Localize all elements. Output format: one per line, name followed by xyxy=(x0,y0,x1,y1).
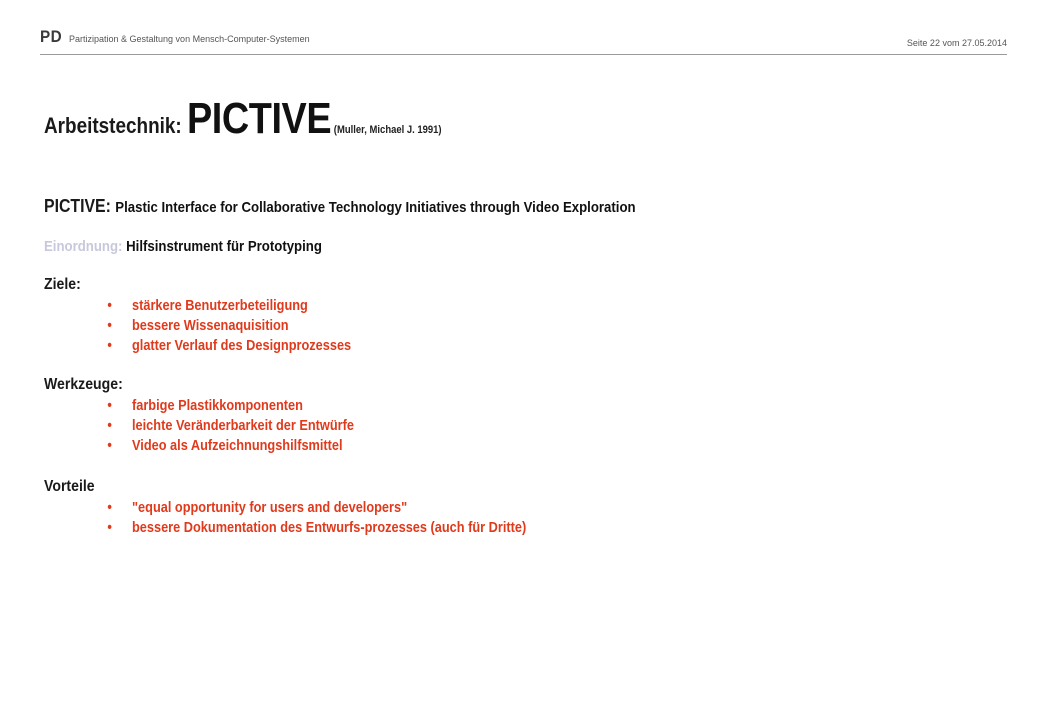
section-title-vorteile: Vorteile xyxy=(44,478,95,495)
classification-text: Hilfsinstrument für Prototyping xyxy=(126,238,322,255)
bullet-item xyxy=(107,316,888,336)
bullet-text: glatter Verlauf des Designprozesses xyxy=(132,338,352,354)
bullet-dot: • xyxy=(107,500,112,516)
bullet-text: stärkere Benutzerbeteiligung xyxy=(132,298,308,314)
bullet-dot: • xyxy=(107,298,112,314)
bullet-item xyxy=(107,436,888,456)
bullet-item xyxy=(107,416,888,436)
bullet-dot: • xyxy=(107,318,112,334)
section-title-werkzeuge: Werkzeuge: xyxy=(44,376,123,393)
header-page-info: Seite 22 vom 27.05.2014 xyxy=(906,38,1007,48)
bullet-list-werkzeuge xyxy=(44,396,889,456)
section-werkzeuge xyxy=(44,376,889,456)
bullet-list-vorteile xyxy=(44,498,889,538)
bullet-dot: • xyxy=(107,418,112,434)
bullet-dot: • xyxy=(107,438,112,454)
slide-title xyxy=(44,94,442,144)
definition-line xyxy=(44,196,889,228)
bullet-dot: • xyxy=(107,398,112,414)
bullet-item xyxy=(107,336,888,356)
bullet-text: bessere Dokumentation des Entwurfs-prozesses (auch für Dritte) xyxy=(132,520,527,536)
section-ziele xyxy=(44,276,889,356)
title-prefix: Arbeitstechnik: xyxy=(44,113,187,138)
bullet-text: leichte Veränderbarkeit der Entwürfe xyxy=(132,418,354,434)
bullet-dot: • xyxy=(107,338,112,354)
bullet-item xyxy=(107,498,888,518)
bullet-dot: • xyxy=(107,520,112,536)
section-vorteile xyxy=(44,478,889,538)
header-logo: PD xyxy=(40,27,63,46)
title-citation: (Muller, Michael J. 1991) xyxy=(331,124,442,136)
slide-header xyxy=(40,26,1007,55)
classification-line xyxy=(44,238,889,268)
header-subtitle: Partizipation & Gestaltung von Mensch-Computer-Systemen xyxy=(69,34,310,44)
title-main: PICTIVE xyxy=(186,94,332,143)
slide-content xyxy=(44,196,1004,538)
section-title-ziele: Ziele: xyxy=(44,276,81,293)
definition-text: Plastic Interface for Collaborative Technology Initiatives through Video Exploration xyxy=(115,199,636,216)
bullet-item xyxy=(107,518,888,538)
bullet-item xyxy=(107,296,888,316)
bullet-text: farbige Plastikkomponenten xyxy=(132,398,303,414)
bullet-text: Video als Aufzeichnungshilfsmittel xyxy=(132,438,343,454)
definition-term: PICTIVE: xyxy=(44,196,116,216)
bullet-text: bessere Wissenaquisition xyxy=(132,318,289,334)
bullet-item xyxy=(107,396,888,416)
bullet-text: "equal opportunity for users and developers" xyxy=(132,500,408,516)
bullet-list-ziele xyxy=(44,296,889,356)
classification-label: Einordnung: xyxy=(44,238,127,255)
